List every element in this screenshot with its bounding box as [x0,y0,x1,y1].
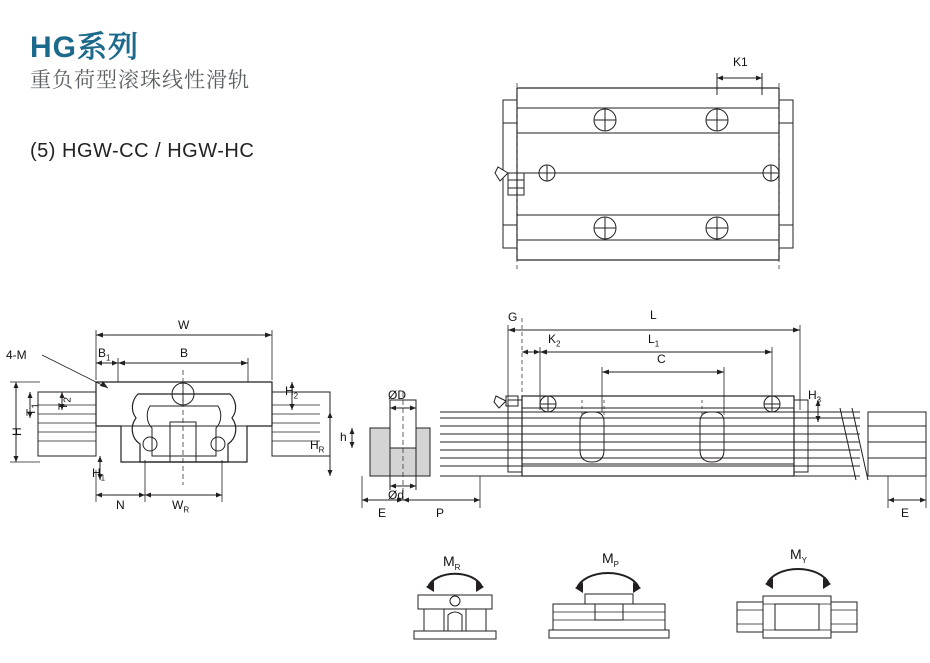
dim-k2-label: K [548,332,557,346]
dim-od: ØD [388,388,406,402]
dim-l1 [648,332,659,348]
dim-l1-sub: 1 [654,339,660,349]
dim-g: G [508,310,518,324]
moment-mr [400,545,510,655]
dim-t [24,403,41,416]
dim-h1-sub: 1 [100,473,106,483]
dim-t2-sub: 2 [62,397,74,403]
dim-hr-label: H [310,438,319,452]
dim-t2-label: T [56,402,70,410]
dim-b1-label: B [98,346,107,360]
dim-h3 [808,388,821,404]
dim-h3-label: H [808,388,817,402]
dim-4m: 4-M [6,348,27,362]
dim-k1: K1 [733,55,748,69]
moment-mp [545,542,675,652]
dim-h2-sub: 2 [293,391,299,401]
moment-mr-sub: R [454,562,461,572]
page-title: HG系列 [30,31,139,64]
dim-k2 [548,332,560,348]
dim-w: W [178,318,190,332]
top-view-drawing [495,55,845,285]
front-view-drawing [0,310,320,520]
front-section-view [0,310,320,520]
moment-mp-m: M [602,550,614,566]
dim-h2-label: H [285,384,294,398]
dim-b: B [180,346,189,360]
page-subtitle: 重负荷型滚珠线性滑轨 [30,69,250,92]
dim-wr-label: W [172,498,184,512]
dim-od-small: Ød [388,488,405,502]
dim-t2 [56,397,73,410]
section-label: (5) HGW-CC / HGW-HC [30,140,255,162]
moment-my [735,538,865,653]
moment-my-drawing [735,538,865,653]
dim-e-left: E [378,506,387,520]
moment-my-m: M [790,546,802,562]
dim-k2-sub: 2 [556,339,561,349]
dim-h2 [285,384,298,400]
dim-t-label: T [24,408,38,416]
moment-mr-m: M [443,553,455,569]
dim-h3-sub: 3 [816,395,822,405]
dim-hr [310,438,324,454]
dim-p: P [436,506,445,520]
dim-h-small: h [340,430,347,444]
dim-b1 [98,346,110,362]
dim-h1-label: H [92,466,101,480]
dim-b1-sub: 1 [106,353,111,363]
dim-c: C [657,352,666,366]
top-view [495,55,845,285]
moment-mr-drawing [400,545,510,655]
dim-e-right: E [901,506,910,520]
dim-t-sub: 1 [30,403,42,409]
dim-l: L [650,308,657,322]
moment-mp-sub: P [613,559,620,569]
side-section-view [300,300,930,530]
dim-hr-sub: R [318,445,325,455]
dim-wr [172,498,189,514]
moment-my-sub: Y [801,555,808,565]
dim-l1-label: L [648,332,655,346]
dim-wr-sub: R [183,505,190,515]
dim-h1 [92,466,105,482]
dim-h: H [10,427,24,436]
dim-n: N [116,498,125,512]
moment-mp-drawing [545,542,675,652]
